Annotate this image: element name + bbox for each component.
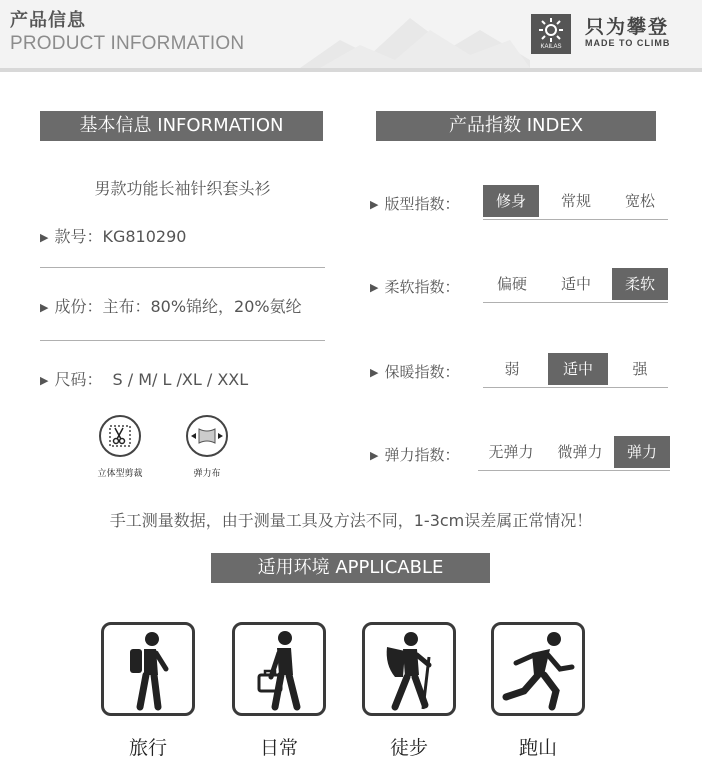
header-title-cn: 产品信息	[10, 10, 86, 31]
style-number-row	[40, 224, 186, 247]
stretch-fabric-icon	[188, 417, 226, 455]
scissors-icon	[101, 417, 139, 455]
softness-option-medium: 适中	[560, 275, 591, 293]
style-number-label: 款号：	[54, 227, 103, 246]
divider	[40, 340, 325, 341]
feature-3d-cut	[99, 415, 141, 457]
size-row	[40, 367, 248, 390]
runner-icon	[494, 625, 582, 713]
warmth-option-strong: 强	[632, 360, 648, 378]
commuter-icon	[235, 625, 323, 713]
warmth-option-medium: 适中	[548, 353, 608, 385]
brand-wordmark: KAILAS	[540, 44, 562, 50]
header-divider	[0, 68, 702, 72]
feature-label: 弹力布	[193, 469, 221, 479]
section-title-information: 基本信息 INFORMATION	[40, 111, 323, 141]
composition-row	[40, 294, 302, 317]
elasticity-index-label: ▶ 弹力指数：	[370, 446, 460, 464]
product-name: 男款功能长袖针织套头衫	[94, 179, 271, 198]
measurement-note: 手工测量数据，由于测量工具及方法不同，1-3cm误差属正常情况！	[109, 511, 593, 530]
softness-index-label: ▶ 柔软指数：	[370, 278, 460, 296]
env-label-hiking: 徒步	[389, 737, 428, 759]
sun-logo-icon	[531, 14, 571, 46]
size-label: 尺码：	[54, 370, 103, 389]
divider	[483, 387, 668, 388]
section-title-index: 产品指数 INDEX	[376, 111, 656, 141]
composition-label: 成份：	[54, 297, 103, 316]
slogan-cn: 只为攀登	[585, 16, 670, 38]
feature-label: 立体型剪裁	[97, 469, 143, 479]
bullet-arrow-icon: ▶	[40, 231, 49, 244]
divider	[483, 219, 668, 220]
warmth-index-label: ▶ 保暖指数：	[370, 363, 460, 381]
bullet-arrow-icon: ▶	[370, 281, 379, 294]
env-label-daily: 日常	[259, 737, 298, 759]
section-title-applicable: 适用环境 APPLICABLE	[211, 553, 490, 583]
env-label-travel: 旅行	[128, 737, 167, 759]
fit-option-loose: 宽松	[624, 192, 655, 210]
env-card-hiking	[362, 622, 456, 716]
bullet-arrow-icon: ▶	[40, 374, 49, 387]
hiker-icon	[365, 625, 453, 713]
env-card-daily	[232, 622, 326, 716]
style-number-value: KG810290	[102, 227, 187, 246]
bullet-arrow-icon: ▶	[370, 366, 379, 379]
bullet-arrow-icon: ▶	[370, 198, 379, 211]
elasticity-option-elastic: 弹力	[614, 436, 670, 468]
bullet-arrow-icon: ▶	[40, 301, 49, 314]
fit-index-label: ▶ 版型指数：	[370, 195, 460, 213]
divider	[483, 302, 668, 303]
env-card-trail-run	[491, 622, 585, 716]
traveler-icon	[104, 625, 192, 713]
softness-option-hard: 偏硬	[496, 275, 527, 293]
fit-option-slim: 修身	[483, 185, 539, 217]
mountain-watermark-icon	[300, 0, 530, 68]
fit-option-regular: 常规	[560, 192, 591, 210]
composition-value: 主布：80%锦纶，20%氨纶	[102, 297, 302, 316]
divider	[478, 470, 670, 471]
env-card-travel	[101, 622, 195, 716]
slogan-en: MADE TO CLIMB	[585, 38, 671, 48]
warmth-option-weak: 弱	[504, 360, 520, 378]
feature-stretch	[186, 415, 228, 457]
elasticity-option-none: 无弹力	[488, 443, 534, 461]
env-label-trail-run: 跑山	[518, 737, 557, 759]
bullet-arrow-icon: ▶	[370, 449, 379, 462]
divider	[40, 267, 325, 268]
elasticity-option-slight: 微弹力	[557, 443, 603, 461]
header-title-en: PRODUCT INFORMATION	[10, 33, 245, 54]
softness-option-soft: 柔软	[612, 268, 668, 300]
size-values: S / M/ L /XL / XXL	[112, 370, 249, 389]
